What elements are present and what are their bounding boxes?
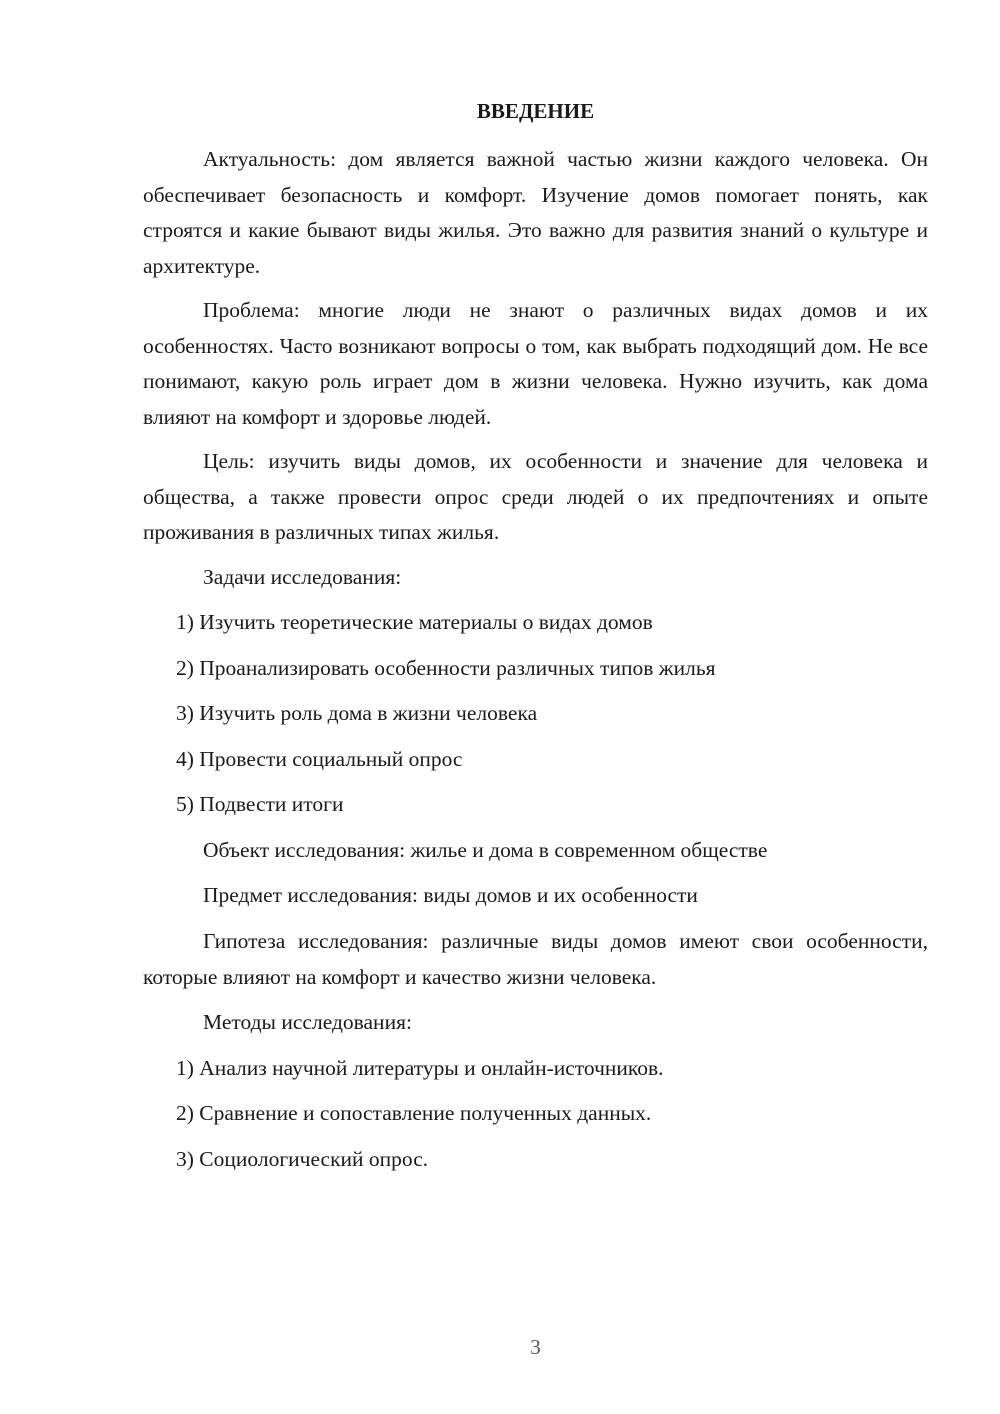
list-item: 3) Социологический опрос.	[176, 1147, 429, 1171]
hypothesis-paragraph: Гипотеза исследования: различные виды домов имеют свои особенности, которые влияют на комфорт и качество жизни человека.	[143, 929, 928, 989]
relevance-paragraph: Актуальность: дом является важной частью жизни каждого человека. Он обеспечивает безопасность и комфорт. Изучение домов помогает понять, как строятся и какие бывают виды жилья. Это важно для развития знаний о культуре и архитектуре.	[143, 147, 928, 278]
list-item: 5) Подвести итоги	[176, 792, 344, 816]
object-line: Объект исследования: жилье и дома в современном обществе	[203, 838, 768, 862]
list-item: 1) Анализ научной литературы и онлайн-источников.	[176, 1056, 664, 1080]
list-item: 2) Проанализировать особенности различных типов жилья	[176, 656, 716, 680]
document-page	[143, 0, 928, 1414]
list-item: 2) Сравнение и сопоставление полученных данных.	[176, 1101, 652, 1125]
tasks-heading: Задачи исследования:	[203, 565, 402, 589]
list-item: 3) Изучить роль дома в жизни человека	[176, 701, 538, 725]
subject-line: Предмет исследования: виды домов и их особенности	[203, 883, 698, 907]
page-number: 3	[530, 1335, 541, 1359]
page-title: ВВЕДЕНИЕ	[476, 99, 595, 123]
goal-paragraph: Цель: изучить виды домов, их особенности и значение для человека и общества, а также провести опрос среди людей о их предпочтениях и опыте проживания в различных типах жилья.	[143, 449, 928, 544]
problem-paragraph: Проблема: многие люди не знают о различных видах домов и их особенностях. Часто возникают вопросы о том, как выбрать подходящий дом. Не все понимают, какую роль играет дом в жизни человека. Нужно изучить, как дома влияют на комфорт и здоровье людей.	[143, 298, 928, 429]
list-item: 4) Провести социальный опрос	[176, 747, 463, 771]
methods-heading: Методы исследования:	[203, 1010, 412, 1034]
list-item: 1) Изучить теоретические материалы о видах домов	[176, 610, 653, 634]
